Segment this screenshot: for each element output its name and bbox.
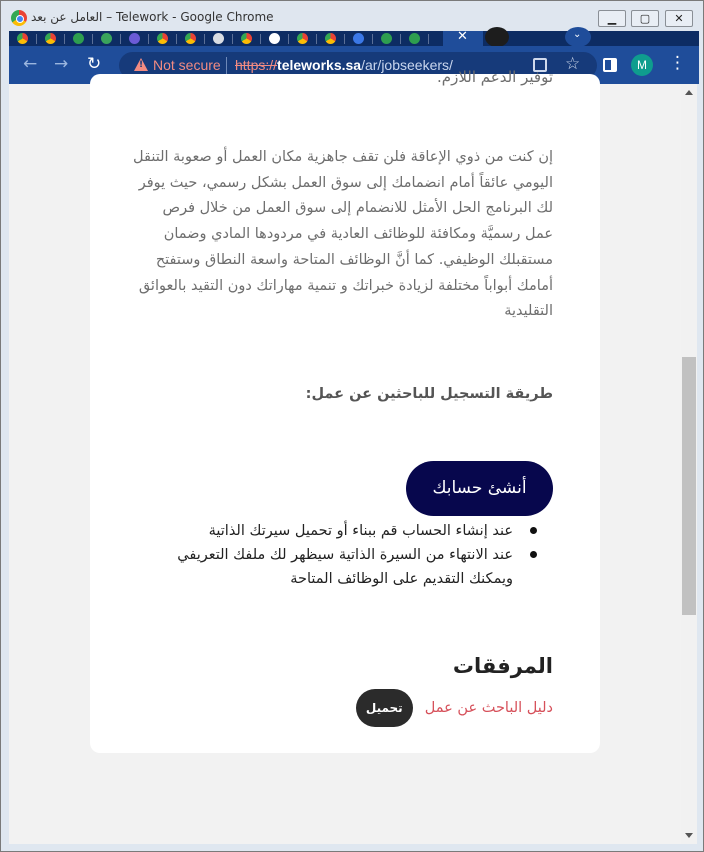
tab[interactable] (233, 31, 261, 46)
url-text[interactable] (235, 57, 453, 73)
maximize-button[interactable] (631, 10, 659, 27)
tab[interactable] (65, 31, 93, 46)
disability-paragraph: إن كنت من ذوي الإعاقة فلن تقف جاهزية مكان العمل أو صعوبة التنقل اليومي عائقاً أمام انضمامك إلى سوق العمل بشكل رسمي، حيث يوفر لك البرنامج الحل الأمثل للانضمام إلى سوق العمل من خلال فرص عمل رسميَّة ومكافئة للوظائف العادية في مردودها المادي وضمان مستقبلك الوظيفي. كما أنَّ الوظائف المتاحة واسعة النطاق وستفتح أمامك أبواباً مختلفة لزيادة خبراتك و تنمية مهاراتك دون التقيد بالعوائق التقليدية (133, 149, 553, 320)
window-title: العامل عن بعد – Telework - Google Chrome (31, 10, 274, 24)
not-secure-label[interactable]: Not secure (153, 57, 221, 73)
minimize-icon: ▁ (607, 12, 617, 25)
jobseeker-guide-link[interactable]: دليل الباحث عن عمل (424, 700, 553, 716)
url-scheme: https:// (235, 57, 278, 73)
tab-favicon-icon (325, 33, 336, 44)
tab[interactable] (373, 31, 401, 46)
tab-close-icon[interactable]: ✕ (457, 29, 468, 44)
scroll-up-arrow-icon[interactable] (685, 90, 693, 95)
clipped-text-line: توفير الدعم اللازم. (437, 68, 553, 86)
tab-favicon-icon (353, 33, 364, 44)
list-item: عند إنشاء الحساب قم ببناء أو تحميل سيرتك الذاتية (137, 519, 537, 543)
tab-favicon-icon (213, 33, 224, 44)
maximize-icon: ▢ (639, 12, 651, 25)
download-button[interactable]: تحميل (356, 689, 413, 727)
chevron-down-icon: ⌄ (573, 29, 582, 40)
tab-search-button[interactable] (565, 27, 591, 47)
tab-favicon-icon (157, 33, 168, 44)
tab[interactable] (37, 31, 65, 46)
active-tab[interactable] (443, 31, 483, 46)
close-icon: ✕ (674, 12, 684, 25)
tab-favicon-icon (101, 33, 112, 44)
tab-favicon-icon (409, 33, 420, 44)
scrollbar-thumb[interactable] (682, 357, 696, 615)
minimize-button[interactable] (598, 10, 626, 27)
bookmark-star-icon[interactable]: ☆ (565, 54, 581, 74)
content-card (90, 68, 600, 753)
warning-icon[interactable] (134, 58, 148, 71)
tab-favicon-icon (381, 33, 392, 44)
attachments-title: المرفقات (452, 654, 553, 678)
attachment-row (356, 689, 553, 727)
list-item: عند الانتهاء من السيرة الذاتية سيظهر لك ملفك التعريفي ويمكنك التقديم على الوظائف المتاحة (137, 543, 537, 591)
back-arrow-icon[interactable]: ← (23, 54, 38, 74)
url-path: /ar/jobseekers/ (361, 57, 453, 73)
tab-favicon-icon (297, 33, 308, 44)
tab-strip (9, 31, 699, 46)
profile-avatar[interactable]: M (631, 54, 653, 76)
reload-icon[interactable]: ↻ (87, 54, 102, 74)
tab-favicon-icon (185, 33, 196, 44)
create-account-button[interactable]: أنشئ حسابك (406, 461, 553, 516)
tab-favicon-icon (17, 33, 28, 44)
tab[interactable] (121, 31, 149, 46)
close-window-button[interactable] (665, 10, 693, 27)
registration-steps (137, 519, 537, 591)
tab-favicon-icon (45, 33, 56, 44)
forward-arrow-icon[interactable]: → (54, 54, 69, 74)
tab-favicon-icon (73, 33, 84, 44)
tab[interactable] (149, 31, 177, 46)
vertical-scrollbar[interactable] (681, 84, 697, 844)
title-bar (1, 1, 703, 31)
registration-heading: طريقة التسجيل للباحثين عن عمل: (305, 386, 553, 402)
tab[interactable] (345, 31, 373, 46)
tab[interactable] (317, 31, 345, 46)
tab-favicon-icon (129, 33, 140, 44)
kebab-menu-icon[interactable]: ⋮ (669, 53, 686, 73)
tab[interactable] (9, 31, 37, 46)
page-viewport (9, 68, 689, 844)
scroll-down-arrow-icon[interactable] (685, 833, 693, 838)
side-panel-icon[interactable] (603, 58, 617, 72)
tab-favicon-icon (241, 33, 252, 44)
tab[interactable] (261, 31, 289, 46)
tab-favicon-icon (269, 33, 280, 44)
chrome-logo-icon (11, 10, 27, 26)
tab[interactable] (401, 31, 429, 46)
tab[interactable] (205, 31, 233, 46)
tab[interactable] (93, 31, 121, 46)
tab[interactable] (177, 31, 205, 46)
url-host: teleworks.sa (277, 57, 362, 73)
tab[interactable] (289, 31, 317, 46)
new-tab-button[interactable] (485, 27, 509, 47)
